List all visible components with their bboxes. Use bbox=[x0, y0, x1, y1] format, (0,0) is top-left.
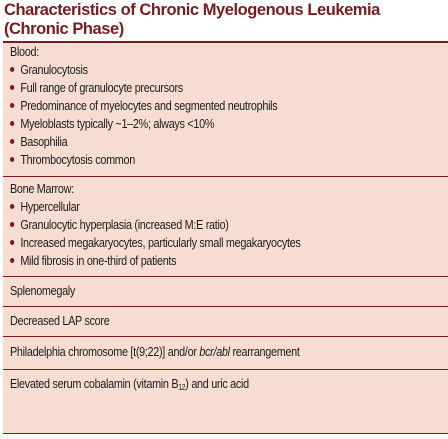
blood-item: Myeloblasts typically ~1–2%; always <10% bbox=[10, 116, 214, 132]
bone-marrow-item: Hypercellular bbox=[10, 199, 80, 215]
bullet-icon bbox=[10, 240, 14, 245]
bullet-icon bbox=[10, 258, 14, 263]
section-divider bbox=[3, 369, 448, 370]
bullet-icon bbox=[10, 157, 14, 162]
bullet-icon bbox=[10, 103, 14, 108]
bullet-icon bbox=[10, 67, 14, 72]
bullet-icon bbox=[10, 222, 14, 227]
bottom-rule bbox=[3, 433, 448, 434]
bullet-icon bbox=[10, 85, 14, 90]
bone-marrow-item: Increased megakaryocytes, particularly small megakaryocytes bbox=[10, 235, 301, 251]
blood-item: Thrombocytosis common bbox=[10, 152, 135, 168]
lap-score-row: Decreased LAP score bbox=[10, 314, 110, 328]
section-divider bbox=[3, 336, 448, 337]
title-line-2: (Chronic Phase) bbox=[4, 20, 124, 38]
bullet-icon bbox=[10, 139, 14, 144]
title-line-1: Characteristics of Chronic Myelogenous Leukemia bbox=[4, 1, 380, 19]
section-divider bbox=[3, 276, 448, 277]
section-divider bbox=[3, 176, 448, 177]
blood-item: Basophilia bbox=[10, 134, 67, 150]
table-title bbox=[4, 1, 448, 39]
bullet-icon bbox=[10, 204, 14, 209]
bullet-icon bbox=[10, 121, 14, 126]
philadelphia-row: Philadelphia chromosome [t(9;22)] and/or bcr/abl rearrangement bbox=[10, 345, 300, 359]
blood-item: Predominance of myelocytes and segmented neutrophils bbox=[10, 98, 277, 114]
section-divider bbox=[3, 306, 448, 307]
bone-marrow-item: Mild fibrosis in one-third of patients bbox=[10, 253, 176, 269]
bone-marrow-item: Granulocytic hyperplasia (increased M:E ratio) bbox=[10, 217, 229, 233]
blood-item: Full range of granulocyte precursors bbox=[10, 80, 183, 96]
blood-heading: Blood: bbox=[10, 45, 39, 59]
bone-marrow-heading: Bone Marrow: bbox=[10, 182, 74, 196]
blood-item: Granulocytosis bbox=[10, 62, 88, 78]
cobalamin-row: Elevated serum cobalamin (vitamin $B_{12}$) and uric acid bbox=[10, 377, 249, 392]
splenomegaly-row: Splenomegaly bbox=[10, 284, 76, 298]
